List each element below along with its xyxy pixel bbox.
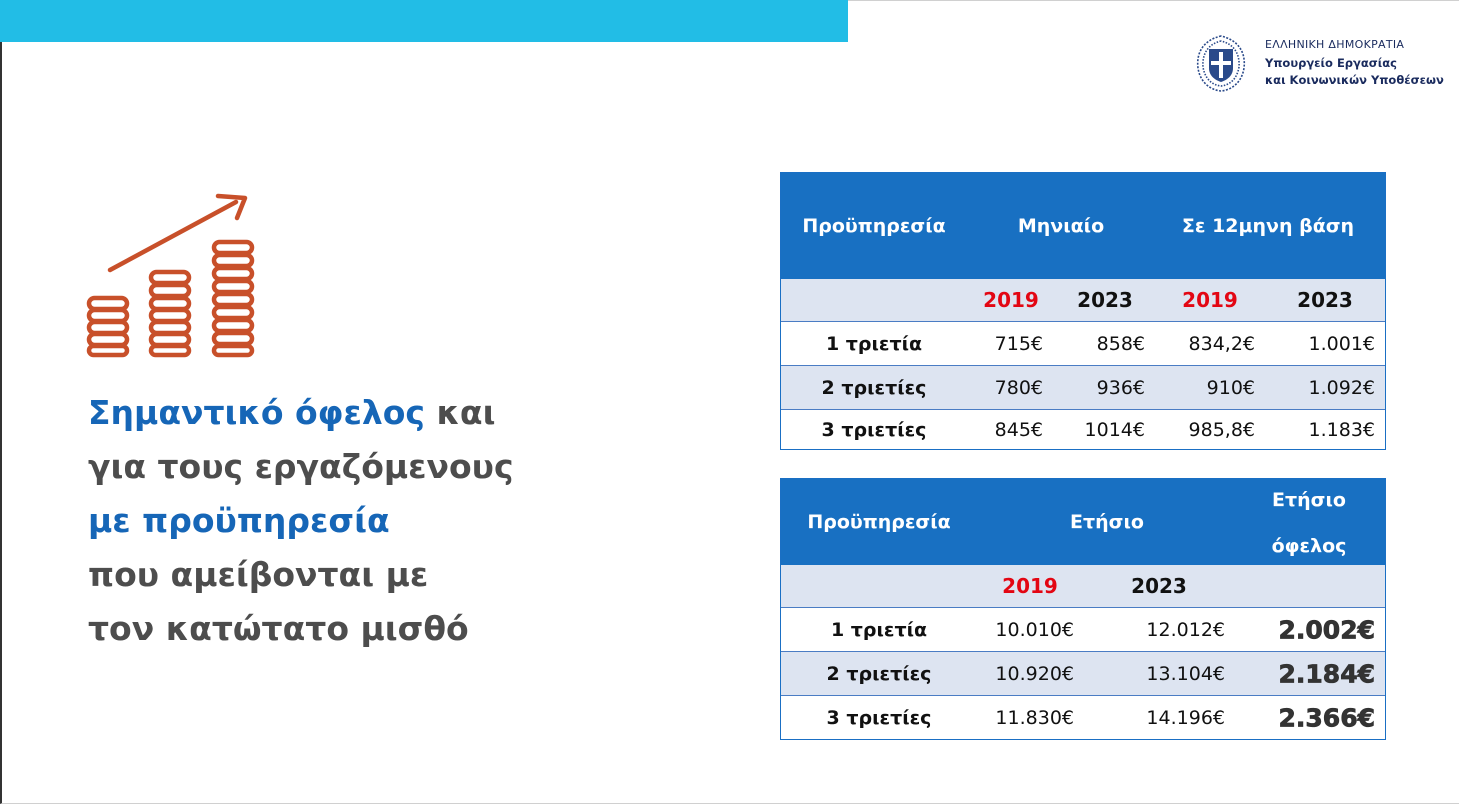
header-experience: Προϋπηρεσία	[807, 511, 951, 533]
cell-value: 14.196€	[1146, 706, 1225, 729]
coins-growth-chart-icon	[82, 188, 262, 363]
headline-line-1	[88, 386, 688, 440]
cell-value: 910€	[1206, 376, 1255, 399]
row-label: 3 τριετίες	[821, 418, 927, 441]
table-row	[781, 322, 1385, 366]
cell-value: 1.183€	[1308, 418, 1375, 441]
row-label: 2 τριετίες	[821, 376, 927, 399]
year-2023: 2023	[1297, 288, 1353, 312]
year-2023: 2023	[1077, 288, 1133, 312]
benefit-value: 2.002€	[1278, 615, 1375, 644]
headline-line-3: με προϋπηρεσία	[88, 501, 390, 540]
header-experience: Προϋπηρεσία	[802, 215, 946, 237]
year-2019: 2019	[983, 288, 1039, 312]
headline	[88, 386, 688, 656]
benefit-value: 2.184€	[1278, 659, 1375, 688]
year-2019: 2019	[1002, 574, 1058, 598]
cell-value: 1.092€	[1308, 376, 1375, 399]
annual-benefit-table	[780, 478, 1386, 740]
row-label: 2 τριετίες	[826, 662, 932, 685]
table-row	[781, 366, 1385, 410]
logo-ministry-line2: και Κοινωνικών Υποθέσεων	[1265, 73, 1444, 87]
headline-line-4: που αμείβονται με	[88, 555, 429, 594]
monthly-salary-table	[780, 172, 1386, 450]
cell-value: 715€	[994, 332, 1043, 355]
year-row	[781, 565, 1385, 608]
table-header	[781, 479, 1385, 565]
headline-line-5: τον κατώτατο μισθό	[88, 609, 469, 648]
year-2023: 2023	[1131, 574, 1187, 598]
year-row	[781, 279, 1385, 322]
cell-value: 780€	[994, 376, 1043, 399]
cell-value: 10.010€	[995, 618, 1074, 641]
table-row	[781, 608, 1385, 652]
headline-line-2: για τους εργαζόμενους	[88, 447, 514, 486]
cell-value: 10.920€	[995, 662, 1074, 685]
table-row	[781, 696, 1385, 739]
cell-value: 1.001€	[1308, 332, 1375, 355]
row-label: 1 τριετία	[825, 332, 923, 355]
ministry-logo	[1190, 30, 1450, 94]
header-monthly: Μηνιαίο	[1017, 215, 1105, 237]
header-annual-benefit-line2: όφελος	[1271, 535, 1347, 557]
cell-value: 11.830€	[995, 706, 1074, 729]
cell-value: 12.012€	[1146, 618, 1225, 641]
year-2019: 2019	[1182, 288, 1238, 312]
cell-value: 834,2€	[1188, 332, 1255, 355]
header-12month: Σε 12μηνη βάση	[1181, 215, 1355, 237]
table-row	[781, 652, 1385, 696]
header-annual: Ετήσιο	[1070, 511, 1144, 533]
cell-value: 845€	[994, 418, 1043, 441]
cell-value: 985,8€	[1188, 418, 1255, 441]
benefit-value: 2.366€	[1278, 703, 1375, 732]
top-accent-bar	[0, 0, 848, 42]
headline-accent-benefit: Σημαντικό όφελος	[88, 393, 425, 432]
cell-value: 1014€	[1084, 418, 1145, 441]
cell-value: 13.104€	[1146, 662, 1225, 685]
headline-and: και	[424, 393, 496, 432]
greek-coat-of-arms-icon	[1190, 32, 1252, 94]
header-annual-benefit-line1: Ετήσιο	[1272, 489, 1346, 511]
table-header	[781, 173, 1385, 279]
logo-country-text: ΕΛΛΗΝΙΚΗ ΔΗΜΟΚΡΑΤΙΑ	[1265, 38, 1405, 51]
cell-value: 858€	[1096, 332, 1145, 355]
row-label: 3 τριετίες	[826, 706, 932, 729]
cell-value: 936€	[1096, 376, 1145, 399]
row-label: 1 τριετία	[830, 618, 928, 641]
logo-ministry-line1: Υπουργείο Εργασίας	[1265, 56, 1397, 70]
table-row	[781, 410, 1385, 449]
